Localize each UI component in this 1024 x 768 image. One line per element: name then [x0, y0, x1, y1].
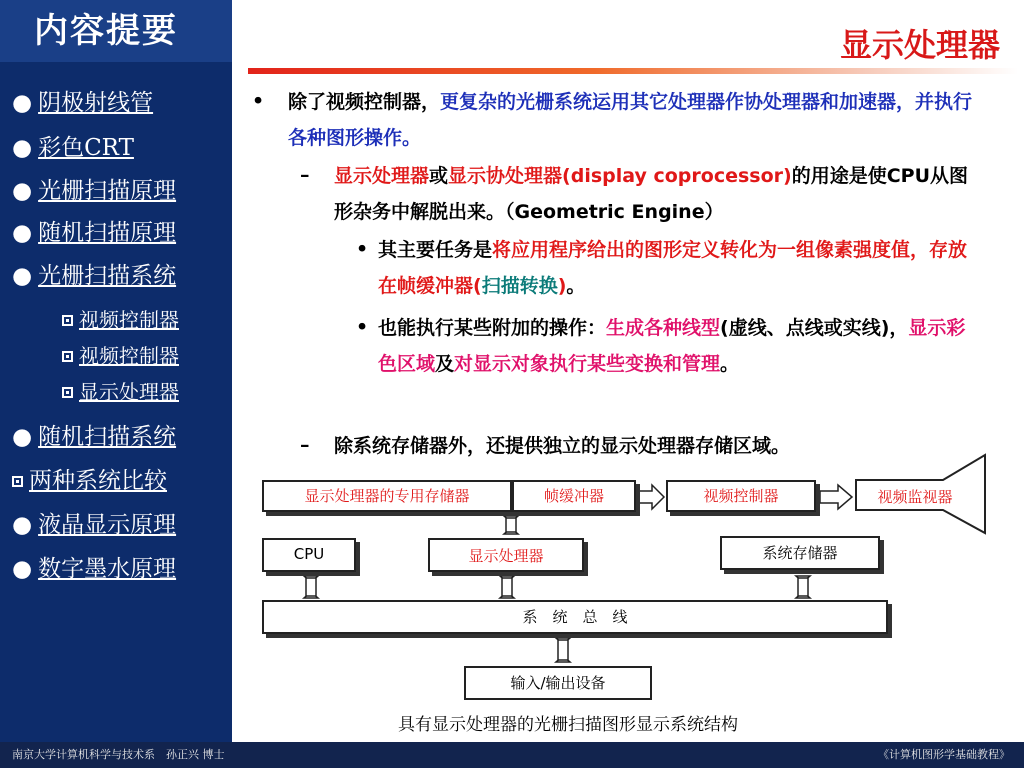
diagram-caption: 具有显示处理器的光栅扫描图形显示系统结构	[398, 715, 738, 735]
arrow-framebuffer-to-controller	[636, 485, 664, 509]
nav-label: 随机扫描系统	[38, 424, 177, 450]
nav-label: 光栅扫描原理	[38, 178, 177, 204]
video-monitor-label: 视频监视器	[877, 488, 953, 506]
system-bus-box: 系 统 总 线	[262, 600, 888, 634]
nav-label: 两种系统比较	[29, 468, 167, 494]
footer-author: 南京大学计算机科学与技术系 孙正兴 博士	[12, 748, 225, 761]
dash-mark: –	[300, 164, 310, 186]
nav-label: 光栅扫描系统	[38, 263, 177, 289]
nav-label: 数字墨水原理	[38, 556, 177, 582]
bullet-mark: •	[356, 238, 369, 260]
nav-item-digital-ink-principle[interactable]: ● 数字墨水原理	[12, 556, 177, 582]
nav-label: 阴极射线管	[38, 90, 154, 116]
nav-item-crt[interactable]: ● 阴极射线管	[12, 90, 154, 116]
arrow-fb-dp-shaft	[506, 518, 516, 532]
paragraph-storage: 除系统存储器外，还提供独立的显示处理器存储区域。	[334, 435, 791, 457]
system-memory-box: 系统存储器	[720, 536, 880, 570]
bullet-mark: •	[356, 316, 369, 338]
video-controller-box: 视频控制器	[666, 480, 816, 512]
nav-item-random-scan-system[interactable]: ● 随机扫描系统	[12, 424, 177, 450]
display-processor-box: 显示处理器	[428, 538, 584, 572]
dash-mark: –	[300, 434, 310, 456]
page-title: 显示处理器	[839, 26, 1000, 64]
io-devices-box: 输入/输出设备	[464, 666, 652, 700]
paragraph-main-task: 其主要任务是将应用程序给出的图形定义转化为一组像素强度值，存放在帧缓冲器(扫描转换)。	[378, 239, 968, 297]
dp-memory-box: 显示处理器的专用存储器	[262, 480, 512, 512]
frame-buffer-box: 帧缓冲器	[512, 480, 636, 512]
footer-book-title: 《计算机图形学基础教程》	[878, 748, 1010, 761]
nav-label: 显示处理器	[79, 380, 179, 404]
nav-item-color-crt[interactable]: ● 彩色CRT	[12, 135, 134, 161]
nav-item-raster-scan-system[interactable]: ● 光栅扫描系统	[12, 263, 177, 289]
paragraph-purpose: 显示处理器或显示协处理器(display coprocessor)的用途是使CPU从图形杂务中解脱出来。（Geometric Engine）	[334, 165, 969, 223]
arrow-controller-to-monitor	[820, 485, 852, 509]
nav-label: 液晶显示原理	[38, 512, 177, 538]
bullet-mark: •	[252, 90, 265, 112]
nav-item-lcd-principle[interactable]: ● 液晶显示原理	[12, 512, 177, 538]
nav-label: 随机扫描原理	[38, 220, 177, 246]
cpu-box: CPU	[262, 538, 356, 572]
nav-item-raster-scan-principle[interactable]: ● 光栅扫描原理	[12, 178, 177, 204]
paragraph-intro: 除了视频控制器，更复杂的光栅系统运用其它处理器作协处理器和加速器，并执行各种图形操作。	[288, 91, 973, 149]
nav-item-random-scan-principle[interactable]: ● 随机扫描原理	[12, 220, 177, 246]
paragraph-extra-ops: 也能执行某些附加的操作：生成各种线型(虚线、点线或实线)，显示彩色区域及对显示对象执行某些变换和管理。	[378, 317, 966, 375]
footer	[0, 742, 1024, 768]
nav-label: 视频控制器	[79, 344, 179, 368]
nav-label: 彩色CRT	[38, 135, 134, 161]
sidebar-title: 内容提要	[0, 0, 232, 62]
nav-label: 视频控制器	[79, 308, 179, 332]
